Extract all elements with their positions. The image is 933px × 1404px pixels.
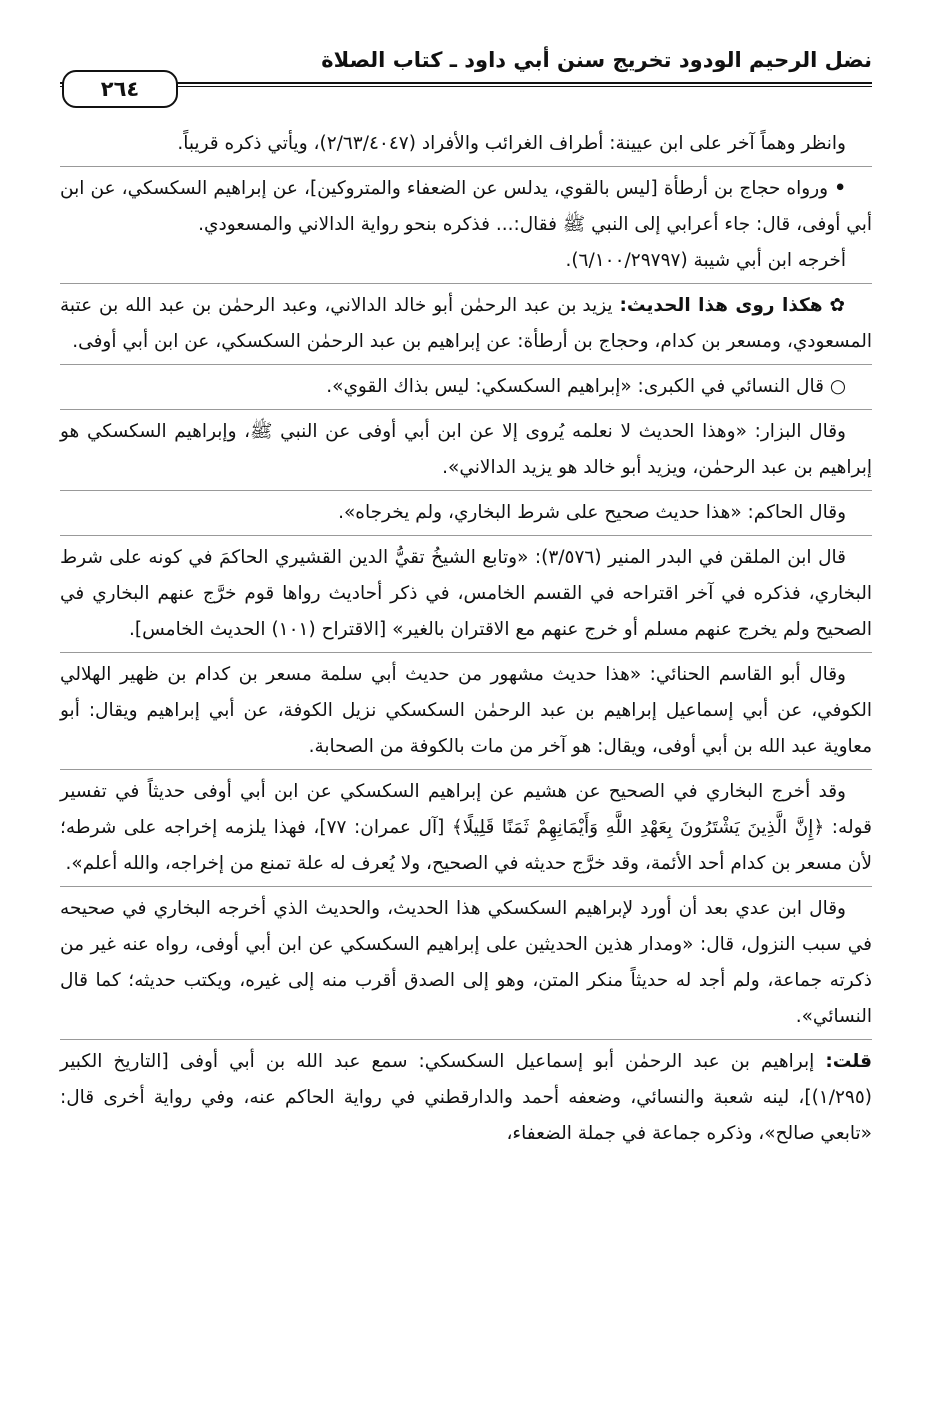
paragraph-separator: [60, 535, 872, 536]
paragraph-separator: [60, 886, 872, 887]
body-text: [60, 126, 872, 1152]
paragraph: قلت: إبراهيم بن عبد الرحمٰن أبو إسماعيل السكسكي: سمع عبد الله بن أبي أوفى [التاريخ الكبير (١/٢٩٥)]، لينه شعبة والنسائي، وضعفه أحمد والدارقطني في رواية الحاكم عنه، وفي رواية أخرى قال: «تابعي صالح»، وذكره جماعة في جملة الضعفاء،: [60, 1051, 872, 1144]
paragraph-separator: [60, 490, 872, 491]
paragraph-separator: [60, 283, 872, 284]
paragraph-separator: [60, 1039, 872, 1040]
paragraph: وقال ابن عدي بعد أن أورد لإبراهيم السكسكي هذا الحديث، والحديث الذي أخرجه البخاري في صحيحه في سبب النزول، قال: «ومدار هذين الحديثين على إبراهيم السكسكي عن ابن أبي أوفى، رواه عنه غير من ذكرته جماعة، ولم أجد له حديثاً منكر المتن، وهو إلى الصدق أقرب منه إلى غيره، ويكتب حديثه؛ كما قال النسائي».: [60, 898, 872, 1027]
header-rule: [60, 82, 872, 84]
lead-phrase: هكذا روى هذا الحديث:: [619, 295, 823, 316]
paragraph: ○ قال النسائي في الكبرى: «إبراهيم السكسكي: ليس بذاك القوي».: [326, 376, 846, 397]
paragraph: وقال البزار: «وهذا الحديث لا نعلمه يُروى إلا عن ابن أبي أوفى عن النبي ﷺ، وإبراهيم السكسكي هو إبراهيم بن عبد الرحمٰن، ويزيد أبو خالد هو يزيد الدالاني».: [60, 421, 872, 478]
paragraph: • ورواه حجاج بن أرطأة [ليس بالقوي، يدلس عن الضعفاء والمتروكين]، عن إبراهيم السكسكي، عن ابن أبي أوفى، قال: جاء أعرابي إلى النبي ﷺ فقال:... فذكره بنحو رواية الدالاني والمسعودي.: [60, 178, 872, 235]
lead-phrase: قلت:: [825, 1051, 872, 1072]
paragraph: قال ابن الملقن في البدر المنير (٣/٥٧٦): «وتابع الشيخُ تقيُّ الدين القشيري الحاكمَ في كونه على شرط البخاري، فذكره في آخر اقتراحه في القسم الخامس، في ذكر أحاديث رواها قوم خرَّج عنهم البخاري في الصحيح ولم يخرج عنهم مسلم أو خرج عنهم مع الاقتران بالغير» [الاقتراح (١٠١) الحديث الخامس].: [60, 547, 872, 640]
paragraph-separator: [60, 166, 872, 167]
paragraph: وقال الحاكم: «هذا حديث صحيح على شرط البخاري، ولم يخرجاه».: [338, 502, 846, 523]
page-number: ٢٦٤: [62, 70, 178, 108]
page-header: [60, 42, 872, 112]
paragraph: وقال أبو القاسم الحنائي: «هذا حديث مشهور من حديث أبي سلمة مسعر بن كدام بن ظهير الهلالي الكوفي، عن أبي إسماعيل إبراهيم بن عبد الرحمٰن السكسكي نزيل الكوفة، عن أبي إبراهيم ويقال: أبو معاوية عبد الله بن أبي أوفى، ويقال: هو آخر من مات بالكوفة من الصحابة.: [60, 664, 872, 757]
paragraph-separator: [60, 652, 872, 653]
paragraph-separator: [60, 364, 872, 365]
running-title: نضل الرحيم الودود تخريج سنن أبي داود ـ كتاب الصلاة: [321, 48, 872, 72]
bullet-icon: •: [834, 178, 847, 199]
circle-icon: ○: [829, 376, 846, 397]
paragraph: وانظر وهماً آخر على ابن عيينة: أطراف الغرائب والأفراد (٢/٦٣/٤٠٤٧)، ويأتي ذكره قريباً.: [177, 133, 846, 154]
paragraph-separator: [60, 409, 872, 410]
paragraph: وقد أخرج البخاري في الصحيح عن هشيم عن إبراهيم السكسكي عن ابن أبي أوفى حديثاً في تفسير قوله: ﴿إِنَّ الَّذِينَ يَشْتَرُونَ بِعَهْدِ اللَّهِ وَأَيْمَانِهِمْ ثَمَنًا قَلِيلًا﴾ [آل عمران: ٧٧]، فهذا يلزمه إخراجه على شرطه؛ لأن مسعر بن كدام أحد الأئمة، وقد خرَّج حديثه في الصحيح، ولا يُعرف له علة تمنع من إخراجه، والله أعلم».: [60, 781, 872, 874]
paragraph-separator: [60, 769, 872, 770]
paragraph: أخرجه ابن أبي شيبة (٦/١٠٠/٢٩٧٩٧).: [565, 250, 846, 271]
paragraph: ✿ هكذا روى هذا الحديث: يزيد بن عبد الرحمٰن أبو خالد الدالاني، وعبد الرحمٰن بن عبد الله بن عتبة المسعودي، ومسعر بن كدام، وحجاج بن أرطأة: عن إبراهيم بن عبد الرحمٰن السكسكي، عن ابن أبي أوفى.: [60, 295, 872, 352]
flower-icon: ✿: [829, 295, 846, 316]
header-rule-thin: [60, 86, 872, 87]
